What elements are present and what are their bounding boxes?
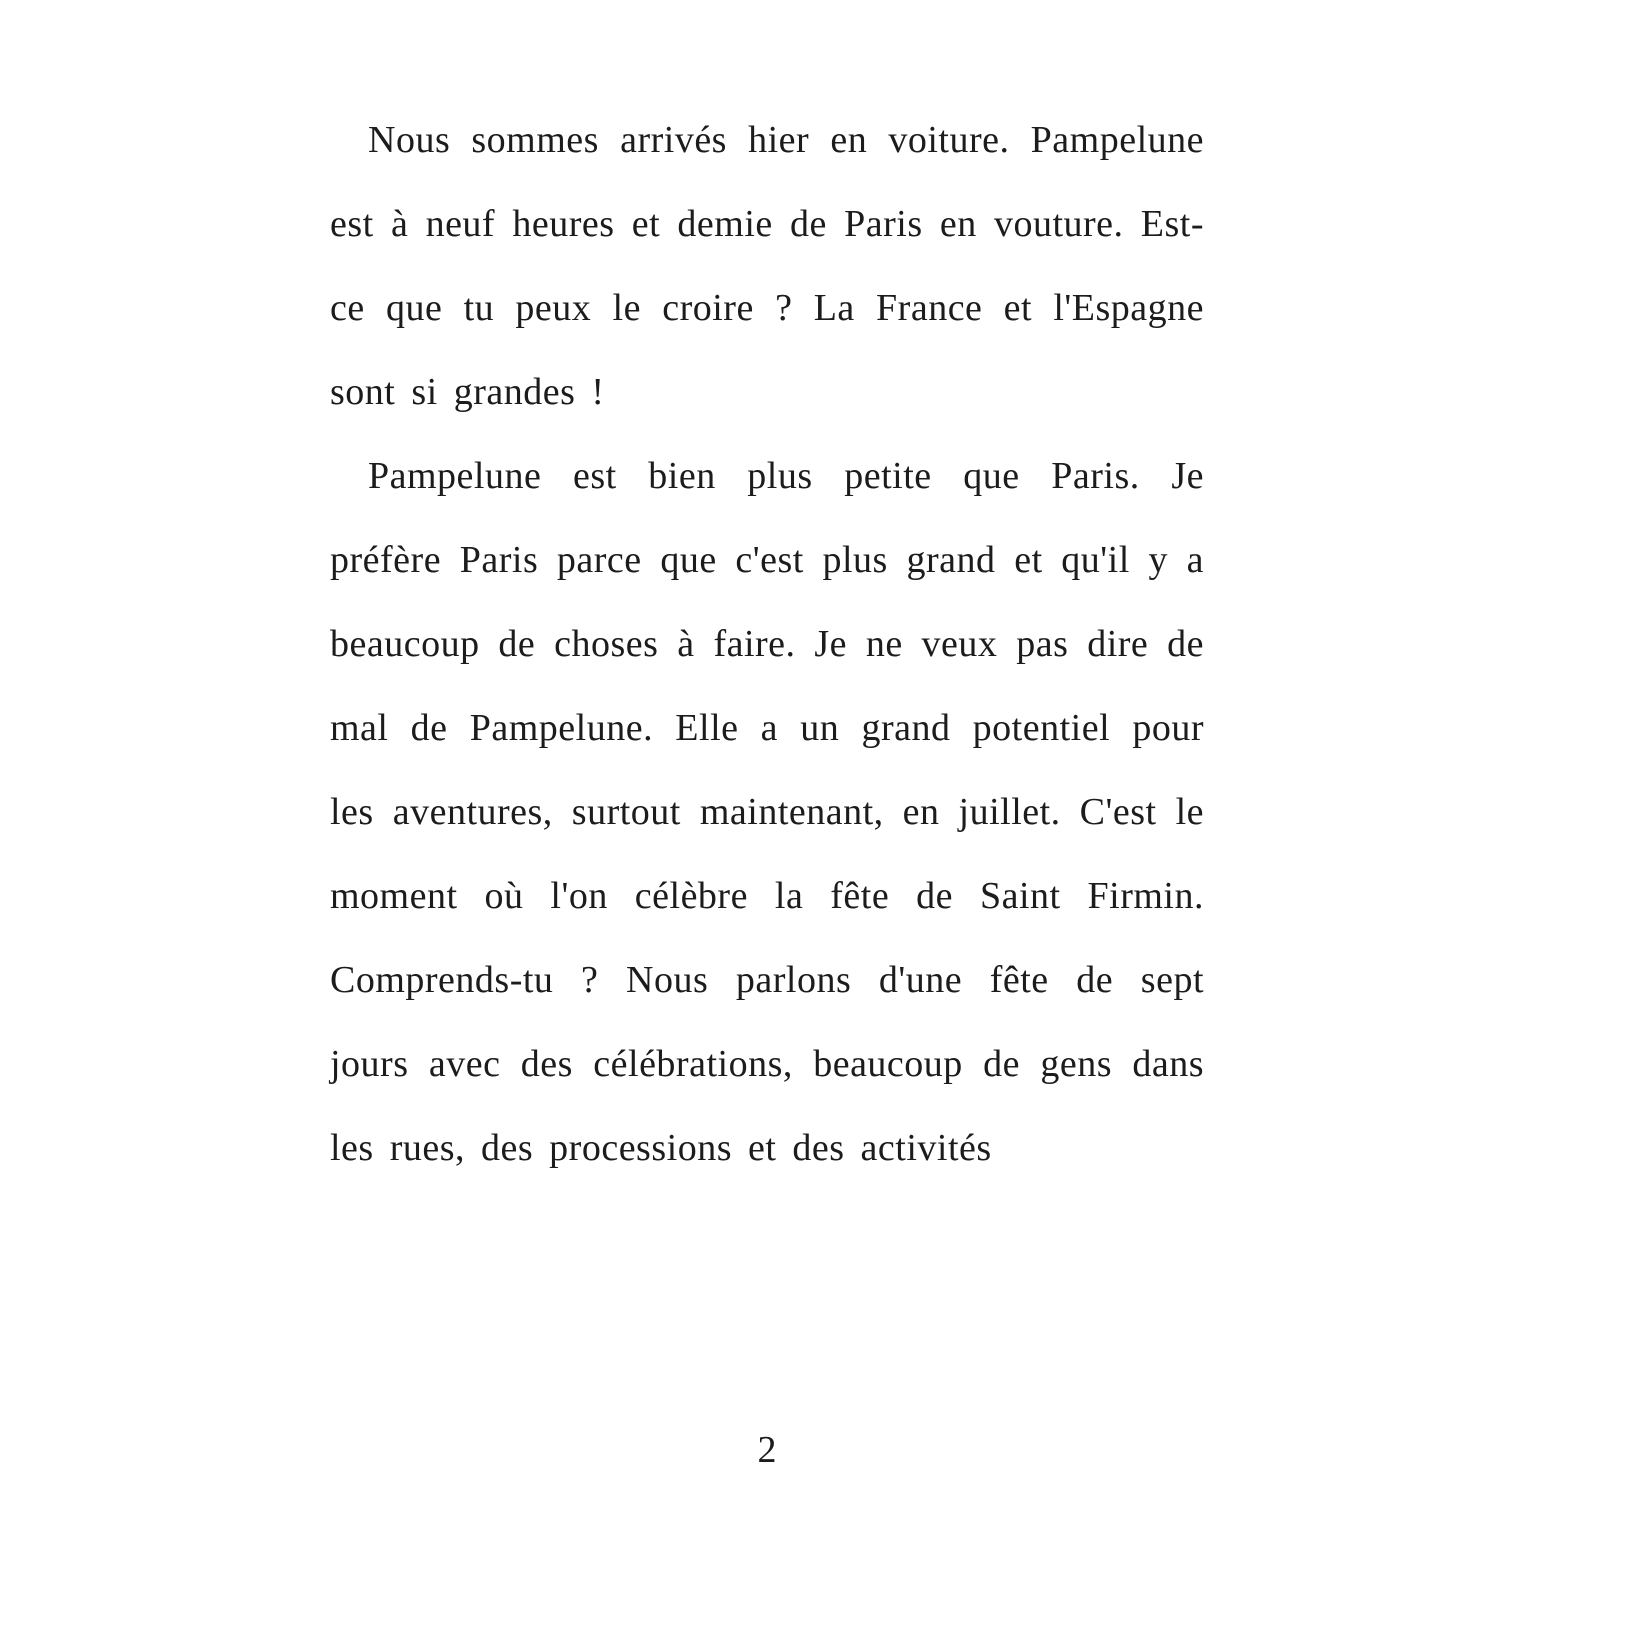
page-text-block [330,98,1204,1190]
paragraph-2: Pampelune est bien plus petite que Paris. Je préfère Paris parce que c'est plus grand et qu'il y a beaucoup de choses à faire. Je ne veux pas dire de mal de Pampelune. Elle a un grand potentiel pour les aventures, surtout maintenant, en juillet. C'est le moment où l'on célèbre la fête de Saint Firmin. Comprends-tu ? Nous parlons d'une fête de sept jours avec des célébrations, beaucoup de gens dans les rues, des processions et des activités [330,455,1204,1169]
paragraph-1: Nous sommes arrivés hier en voiture. Pampelune est à neuf heures et demie de Paris en vouture. Est-ce que tu peux le croire ? La France et l'Espagne sont si grandes ! [330,119,1204,413]
page-number: 2 [757,1429,777,1471]
